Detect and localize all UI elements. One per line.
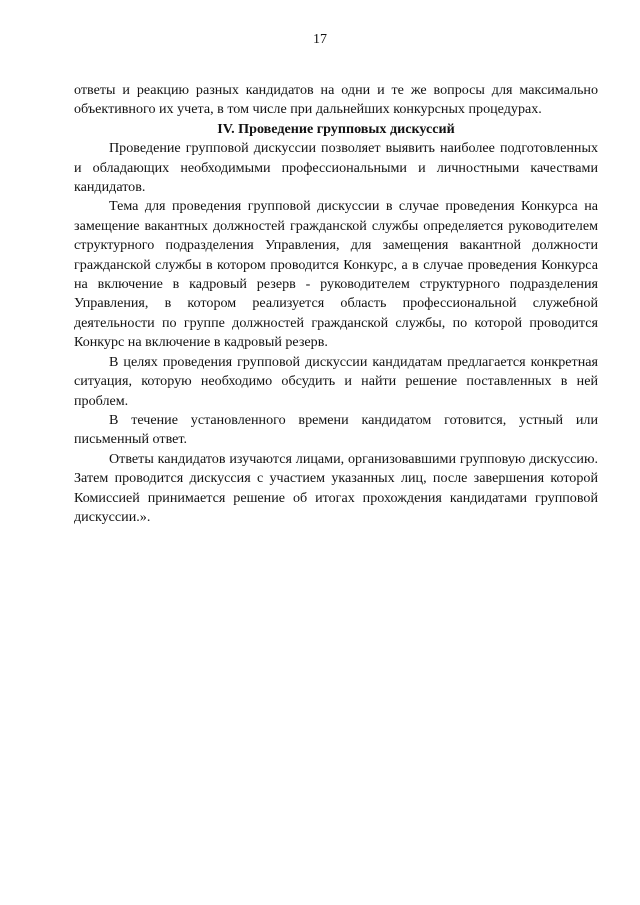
- paragraph-answer-preparation: В течение установленного времени кандидатом готовится, устный или письменный ответ.: [74, 411, 598, 448]
- paragraph-discussion-situation: В целях проведения групповой дискуссии кандидатам предлагается конкретная ситуация, которую необходимо обсудить и найти решение поставленных в ней проблем.: [74, 353, 598, 409]
- document-body: [74, 81, 598, 527]
- paragraph-group-discussion-purpose: Проведение групповой дискуссии позволяет выявить наиболее подготовленных и обладающих необходимыми профессиональными и личностными качествами кандидатов.: [74, 140, 598, 196]
- paragraph-answer-evaluation: Ответы кандидатов изучаются лицами, организовавшими групповую дискуссию. Затем проводится дискуссия с участием указанных лиц, после завершения которой Комиссией принимается решение об итогах прохождения кандидатами групповой дискуссии.».: [74, 450, 598, 525]
- page-number: 17: [313, 32, 327, 47]
- section-heading: IV. Проведение групповых дискуссий: [217, 120, 455, 137]
- paragraph-discussion-topic: Тема для проведения групповой дискуссии в случае проведения Конкурса на замещение вакантных должностей гражданской службы определяется руководителем структурного подразделения Управления, для замещения вакантной должности гражданской службы в котором проводится Конкурс, а в случае проведения Конкурса на включение в кадровый резерв - руководителем структурного подразделения Управления, в котором реализуется область профессиональной служебной деятельности по группе должностей гражданской службы, по которой проводится Конкурс на включение в кадровый резерв.: [74, 198, 598, 351]
- continued-paragraph: ответы и реакцию разных кандидатов на одни и те же вопросы для максимально объективного их учета, в том числе при дальнейших конкурсных процедурах.: [74, 82, 598, 118]
